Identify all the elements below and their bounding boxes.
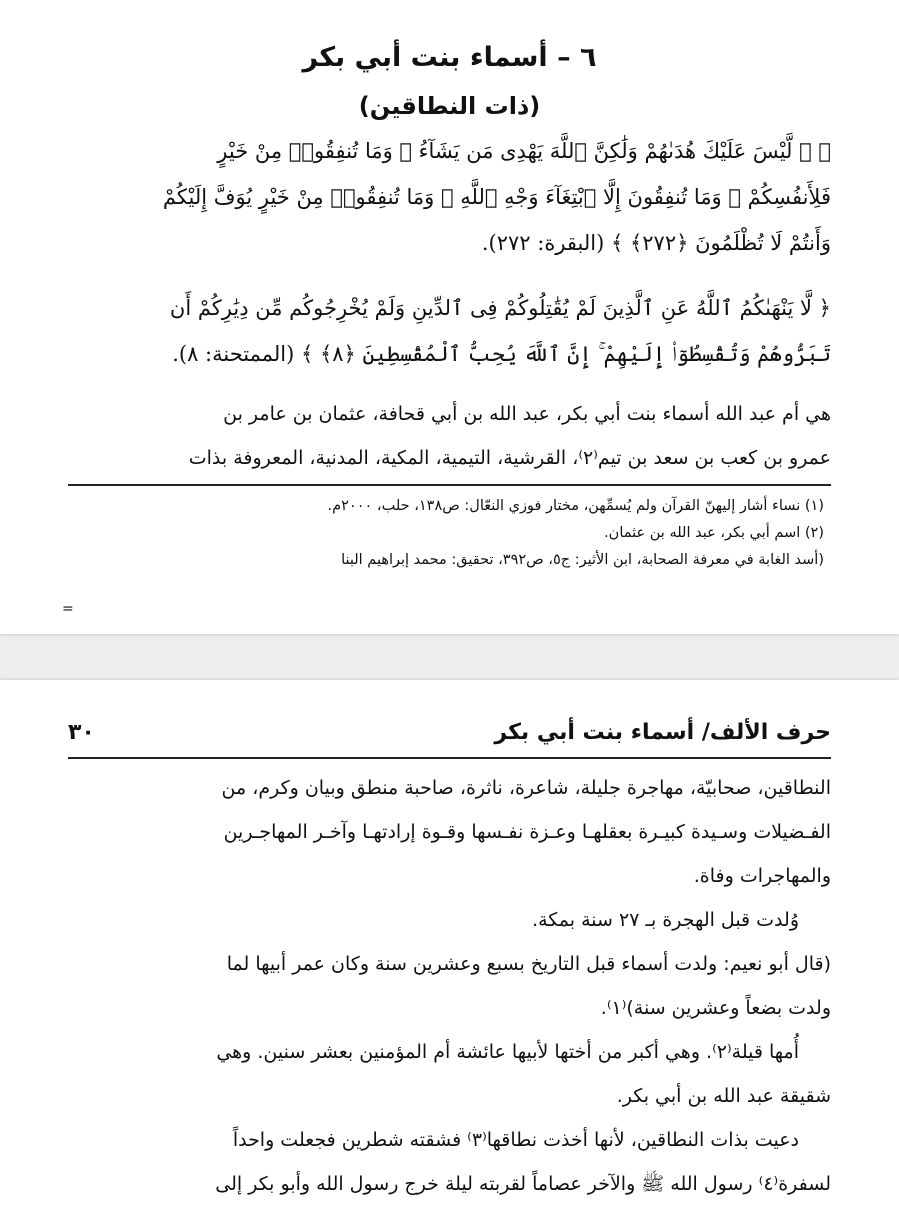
body-line: عمرو بن كعب بن سعد بن تيم⁽٢⁾، القرشية، التيمية، المكية، المدنية، المعروفة بذات xyxy=(188,447,831,469)
verse-line: ﴿ لَّا يَنْهَىٰكُمُ ٱللَّهُ عَنِ ٱلَّذِينَ لَمْ يُقَٰتِلُوكُمْ فِى ٱلدِّينِ وَلَمْ يُخْرِجُوكُم مِّن دِيَٰرِكُمْ أَن xyxy=(169,296,831,320)
quran-verse-baqara xyxy=(68,128,831,266)
footnote-divider xyxy=(68,484,831,486)
body-line: وُلدت قبل الهجرة بـ ٢٧ سنة بمكة. xyxy=(532,909,799,931)
body-line: هي أم عبد الله أسماء بنت أبي بكر، عبد الله بن أبي قحافة، عثمان بن عامر بن xyxy=(223,403,831,425)
body-line: الفـضيلات وسـيدة كبيـرة بعقلهـا وعـزة نفـسها وقـوة إرادتهـا وآخـر المهاجـرين xyxy=(223,821,831,843)
verse-line: تَبَرُّوهُمْ وَتُقْسِطُوٓا۟ إِلَيْهِمْ ۚ إِنَّ ٱللَّهَ يُحِبُّ ٱلْمُقْسِطِينَ ﴿٨﴾ ﴾ (الممتحنة: ٨). xyxy=(172,342,831,366)
body-line: لسفرة⁽٤⁾ رسول الله ﷺ والآخر عصاماً لقربته ليلة خرج رسول الله وأبو بكر إلى xyxy=(215,1173,831,1195)
header-divider xyxy=(68,757,831,759)
biography-body xyxy=(68,766,831,1206)
chapter-subtitle: (ذات النطاقين) xyxy=(358,92,541,120)
footnote-item: (١) نساء أشار إليهنّ القرآن ولم يُسمِّهن، مختار فوزي النعّال: ص١٣٨، حلب، ٢٠٠٠م. xyxy=(327,498,824,514)
page-bottom xyxy=(0,680,899,1220)
continuation-mark: = xyxy=(62,601,74,617)
body-line: أُمها قيلة⁽٢⁾. وهي أكبر من أختها لأبيها عائشة أم المؤمنين بعشر سنين. وهي xyxy=(216,1041,799,1063)
body-line: النطاقين، صحابيّة، مهاجرة جليلة، شاعرة، ناثرة، صاحبة منطق وبيان وكرم، من xyxy=(221,777,831,799)
footnote-item: (أسد الغابة في معرفة الصحابة، ابن الأثير: ج٥، ص٣٩٢، تحقيق: محمد إبراهيم البنا xyxy=(341,552,824,568)
body-line: دعيت بذات النطاقين، لأنها أخذت نطاقها⁽٣⁾ فشقته شطرين فجعلت واحداً xyxy=(232,1129,799,1151)
body-line: شقيقة عبد الله بن أبي بكر. xyxy=(616,1085,831,1107)
chapter-title: ٦ – أسماء بنت أبي بكر xyxy=(302,42,597,73)
footnotes xyxy=(68,493,824,574)
body-line: والمهاجرات وفاة. xyxy=(693,865,831,887)
biography-intro xyxy=(68,392,831,480)
verse-line: فَلِأَنفُسِكُمْ ۚ وَمَا تُنفِقُونَ إِلَّا ٱبْتِغَآءَ وَجْهِ ٱللَّهِ ۚ وَمَا تُنفِقُوا۟ مِنْ خَيْرٍ يُوَفَّ إِلَيْكُمْ xyxy=(162,185,831,209)
body-line: (قال أبو نعيم: ولدت أسماء قبل التاريخ بسبع وعشرين سنة وكان عمر أبيها لما xyxy=(226,953,831,975)
running-title: حرف الألف/ أسماء بنت أبي بكر xyxy=(494,720,831,745)
page-number: ٣٠ xyxy=(68,720,95,745)
verse-line: وَأَنتُمْ لَا تُظْلَمُونَ ﴿٢٧٢﴾ ﴾ (البقرة: ٢٧٢). xyxy=(481,231,831,255)
running-header xyxy=(68,720,831,754)
quran-verse-mumtahana xyxy=(68,285,831,377)
verse-line: ﴿ ۞ لَّيْسَ عَلَيْكَ هُدَىٰهُمْ وَلَٰكِنَّ ٱللَّهَ يَهْدِى مَن يَشَآءُ ۗ وَمَا تُنفِقُوا۟ مِنْ خَيْرٍ xyxy=(217,139,831,163)
body-line: ولدت بضعاً وعشرين سنة)⁽١⁾. xyxy=(600,997,831,1019)
footnote-item: (٢) اسم أبي بكر، عبد الله بن عثمان. xyxy=(604,525,824,541)
